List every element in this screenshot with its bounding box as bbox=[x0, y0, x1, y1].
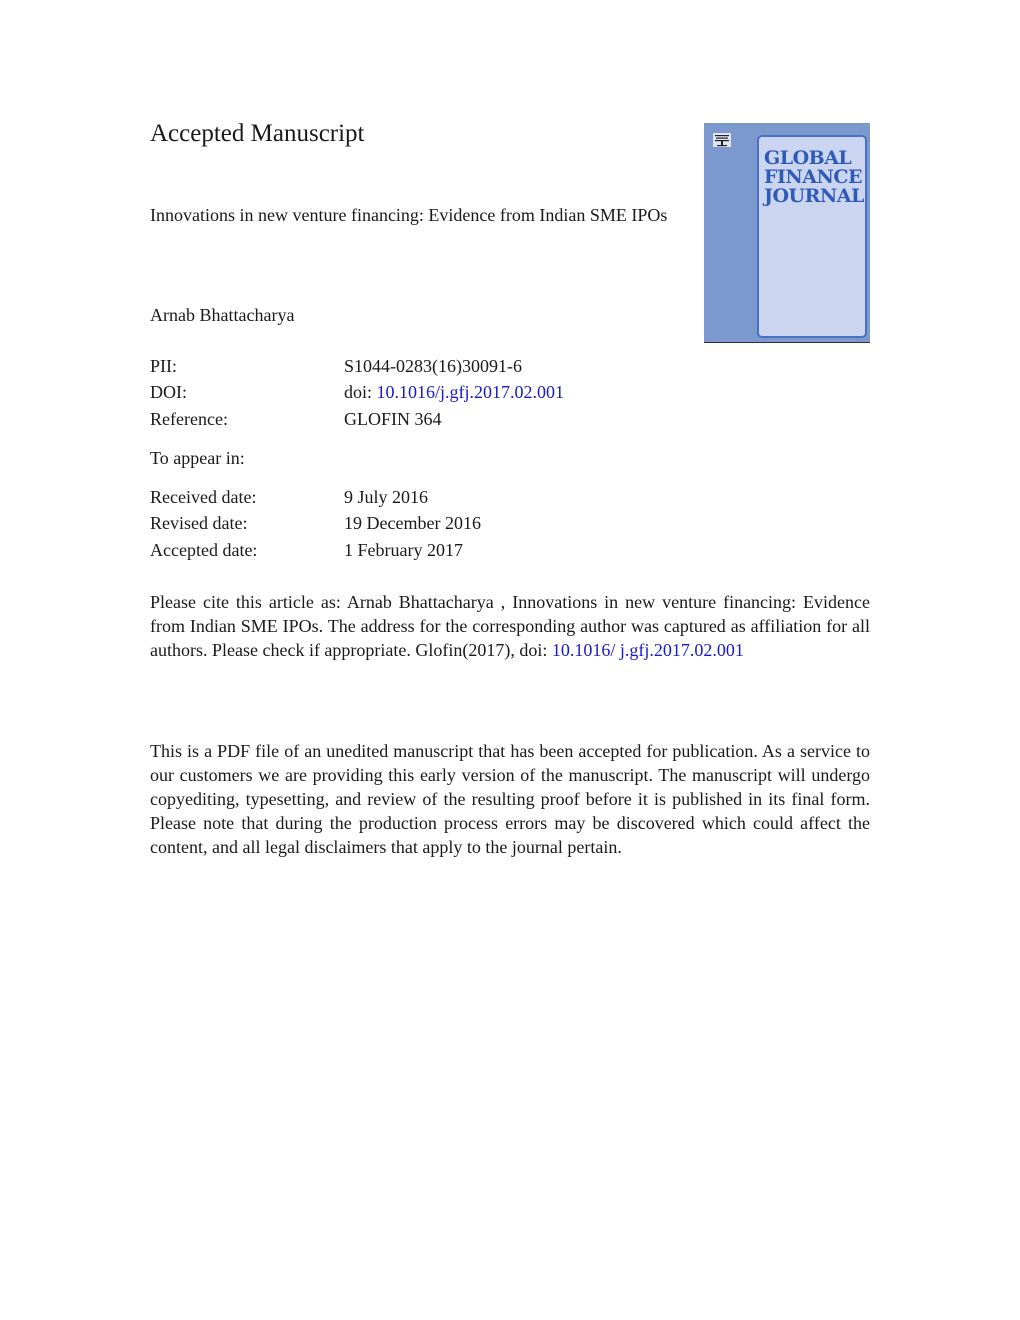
revised-value: 19 December 2016 bbox=[344, 513, 481, 533]
pii-label: PII: bbox=[150, 356, 177, 376]
journal-title-line-3: JOURNAL bbox=[764, 185, 864, 207]
doi-label: DOI: bbox=[150, 382, 187, 402]
journal-cover bbox=[704, 123, 870, 343]
accepted-value: 1 February 2017 bbox=[344, 540, 463, 560]
appear-in-label: To appear in: bbox=[150, 448, 245, 468]
doi-prefix: doi: bbox=[344, 382, 377, 402]
journal-title-line-2: FINANCE bbox=[764, 166, 862, 188]
reference-label: Reference: bbox=[150, 409, 228, 429]
citation-paragraph bbox=[150, 590, 870, 662]
publisher-tree-logo-icon bbox=[713, 133, 731, 147]
received-label: Received date: bbox=[150, 487, 257, 507]
author-name: Arnab Bhattacharya bbox=[150, 305, 295, 325]
doi-value bbox=[344, 381, 564, 404]
citation-text: Please cite this article as: Arnab Bhattacharya , Innovations in new venture financing: Evidence from Indian SME IPOs. The address for the corresponding author was captured as affiliation for all authors. Please check if appropriate. Glofin(2017), doi: bbox=[150, 592, 870, 660]
disclaimer-paragraph: This is a PDF file of an unedited manuscript that has been accepted for publication. As a service to our customers we are providing this early version of the manuscript. The manuscript will undergo copyediting, typesetting, and review of the resulting proof before it is published in its final form. Please note that during the production process errors may be discovered which could affect the content, and all legal disclaimers that apply to the journal pertain. bbox=[150, 741, 870, 857]
citation-doi-link[interactable]: 10.1016/ j.gfj.2017.02.001 bbox=[551, 640, 744, 660]
article-title: Innovations in new venture financing: Evidence from Indian SME IPOs bbox=[150, 205, 668, 225]
revised-label: Revised date: bbox=[150, 513, 248, 533]
doi-link[interactable]: 10.1016/j.gfj.2017.02.001 bbox=[376, 382, 565, 402]
page-heading: Accepted Manuscript bbox=[150, 120, 365, 147]
accepted-label: Accepted date: bbox=[150, 540, 258, 560]
reference-value: GLOFIN 364 bbox=[344, 409, 442, 429]
pii-value: S1044-0283(16)30091-6 bbox=[344, 356, 522, 376]
received-value: 9 July 2016 bbox=[344, 487, 429, 507]
journal-title bbox=[764, 149, 864, 206]
cover-title-panel bbox=[757, 135, 867, 338]
journal-title-line-1: GLOBAL bbox=[764, 147, 852, 169]
